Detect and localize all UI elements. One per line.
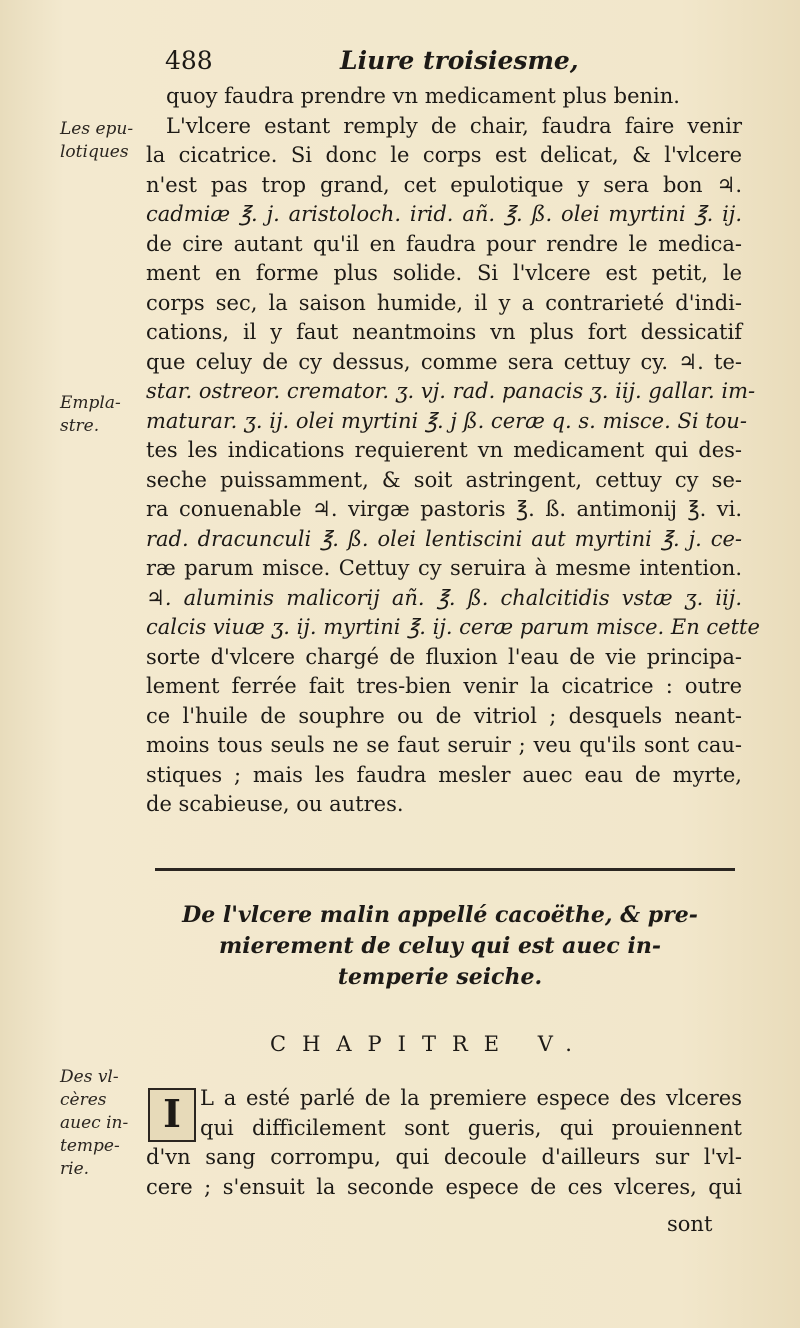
text-line: cadmiæ ℥. j. aristoloch. irid. añ. ℥. ß. olei myrtini ℥. ij. [146,202,742,226]
margin-note-emplastre: Empla- stre. [60,393,121,436]
text-line: tes les indications requierent vn medicament qui des- [146,438,742,462]
section-title-line: mierement de celuy qui est auec in- [219,933,661,959]
chapter-body [146,1084,742,1202]
page-header [165,46,605,86]
text-line: stiques ; mais les faudra mesler auec eau de myrte, [146,762,742,787]
running-head: Liure troisiesme, [340,46,579,75]
section-title-line: temperie seiche. [337,964,543,990]
text-line: ræ parum misce. Cettuy cy seruira à mesme intention. [146,556,742,580]
text-line: L'vlcere estant remply de chair, faudra faire venir [166,113,742,138]
text-line: star. ostreor. cremator. ʒ. vj. rad. panacis ʒ. iij. gallar. im- [146,379,756,403]
text-line: ce l'huile de souphre ou de vitriol ; desquels neant- [146,703,742,728]
page-number: 488 [165,46,213,75]
chapter-heading: CHAPITRE V. [270,1032,588,1056]
text-line: seche puissamment, & soit astringent, cettuy cy se- [146,467,742,492]
text-line: maturar. ʒ. ij. olei myrtini ℥. j ß. ceræ q. s. misce. Si tou- [146,408,747,433]
text-line: lement ferrée fait tres-bien venir la cicatrice : outre [146,674,742,698]
text-line: d'vn sang corrompu, qui decoule d'ailleurs sur l'vl- [146,1145,742,1169]
margin-note-des-vlceres: Des vl- cères auec in- tempe- rie. [60,1067,129,1179]
text-line: la cicatrice. Si donc le corps est delicat, & l'vlcere [146,143,742,167]
text-line: calcis viuæ ʒ. ij. myrtini ℥. ij. ceræ parum misce. En cette [146,615,760,639]
catchword: sont [667,1212,713,1236]
text-line: corps sec, la saison humide, il y a contrarieté d'indi- [146,290,742,315]
dropcap-initial: I [148,1088,196,1142]
section-title-line: De l'vlcere malin appellé cacoëthe, & pre- [182,902,698,928]
section-divider [155,868,735,871]
body-text [146,82,760,820]
section-title [170,900,710,993]
text-line: ment en forme plus solide. Si l'vlcere est petit, le [146,261,742,285]
text-line: rad. dracunculi ℥. ß. olei lentiscini aut myrtini ℥. j. ce- [146,526,742,551]
text-line: cations, il y faut neantmoins vn plus fort dessicatif [146,320,742,344]
text-line: de scabieuse, ou autres. [146,792,404,816]
text-line: ♃. aluminis malicorij añ. ℥. ß. chalcitidis vstæ ʒ. iij. [146,585,742,610]
text-line: cere ; s'ensuit la seconde espece de ces vlceres, qui [146,1174,742,1199]
text-line: sorte d'vlcere chargé de fluxion l'eau de vie principa- [146,644,742,669]
text-line: de cire autant qu'il en faudra pour rendre le medica- [146,231,742,256]
text-line: qui difficilement sont gueris, qui prouiennent [200,1115,742,1140]
text-line: L a esté parlé de la premiere espece des vlceres [200,1086,742,1110]
margin-note-epulotiques: Les epu- lotiques [60,119,134,162]
text-line: quoy faudra prendre vn medicament plus benin. [166,84,680,108]
text-line: n'est pas trop grand, cet epulotique y sera bon ♃. [146,172,742,197]
text-line: ra conuenable ♃. virgæ pastoris ℥. ß. antimonij ℥. vi. [146,497,742,521]
text-line: que celuy de cy dessus, comme sera cettuy cy. ♃. te- [146,349,742,374]
text-line: moins tous seuls ne se faut seruir ; veu qu'ils sont cau- [146,733,742,757]
